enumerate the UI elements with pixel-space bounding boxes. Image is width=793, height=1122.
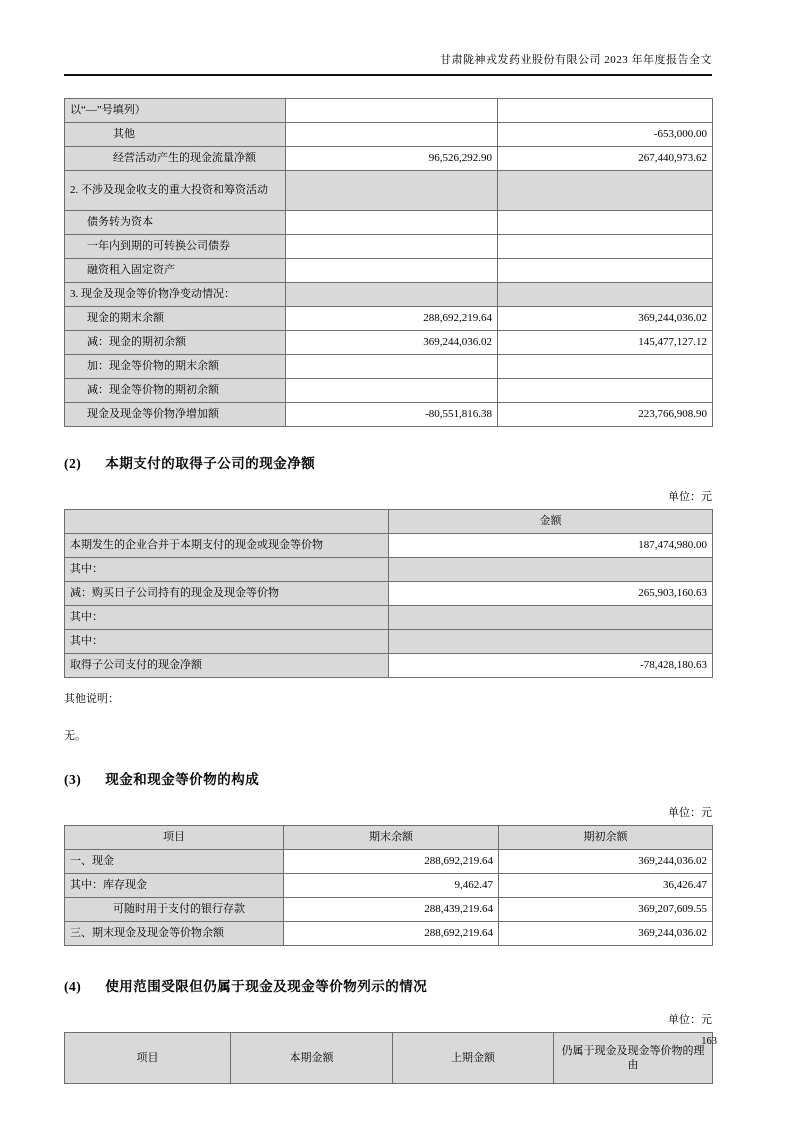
row-value	[498, 99, 713, 123]
row-value	[498, 259, 713, 283]
table-row	[65, 654, 713, 678]
table-row	[65, 630, 713, 654]
row-value: 288,439,219.64	[284, 898, 499, 922]
row-label: 经营活动产生的现金流量净额	[65, 147, 286, 171]
table-row	[65, 874, 713, 898]
row-value: 267,440,973.62	[498, 147, 713, 171]
table-row	[65, 147, 713, 171]
header-cell-reason: 仍属于现金及现金等价物的理由	[554, 1033, 713, 1084]
row-label: 本期发生的企业合并于本期支付的现金或现金等价物	[65, 534, 389, 558]
row-label: 2. 不涉及现金收支的重大投资和筹资活动	[65, 171, 286, 211]
row-label: 减：现金等价物的期初余额	[65, 379, 286, 403]
table-row	[65, 898, 713, 922]
row-label: 融资租入固定资产	[65, 259, 286, 283]
row-value	[498, 171, 713, 211]
table-row	[65, 606, 713, 630]
table-row	[65, 99, 713, 123]
row-value: -653,000.00	[498, 123, 713, 147]
row-value	[286, 283, 498, 307]
row-label: 取得子公司支付的现金净额	[65, 654, 389, 678]
section-number: (2)	[64, 456, 82, 471]
header-cell-closing: 期末余额	[284, 826, 499, 850]
table-header-row	[65, 1033, 713, 1084]
row-value: 288,692,219.64	[286, 307, 498, 331]
row-value	[286, 211, 498, 235]
section-number: (4)	[64, 979, 82, 994]
section-heading-4	[64, 975, 712, 995]
row-label: 其中：	[65, 558, 389, 582]
row-label: 以“—”号填列）	[65, 99, 286, 123]
row-value	[389, 558, 713, 582]
row-value: 36,426.47	[499, 874, 713, 898]
report-header-title: 甘肃陇神戎发药业股份有限公司 2023 年年度报告全文	[64, 0, 712, 76]
table-row	[65, 331, 713, 355]
unit-label: 单位：元	[668, 1014, 712, 1026]
row-value	[286, 355, 498, 379]
row-value: -80,551,816.38	[286, 403, 498, 427]
row-value	[389, 606, 713, 630]
row-value	[498, 235, 713, 259]
other-notes-label: 其他说明：	[64, 693, 119, 705]
row-value	[286, 123, 498, 147]
row-value: 369,207,609.55	[499, 898, 713, 922]
row-label: 加：现金等价物的期末余额	[65, 355, 286, 379]
header-cell-item: 项目	[65, 826, 284, 850]
row-label: 其中：	[65, 606, 389, 630]
row-value	[286, 379, 498, 403]
table-row	[65, 582, 713, 606]
row-value	[498, 283, 713, 307]
table-header-row	[65, 826, 713, 850]
other-notes-value: 无。	[64, 730, 86, 742]
table-row	[65, 123, 713, 147]
row-value: 145,477,127.12	[498, 331, 713, 355]
row-value: 369,244,036.02	[499, 850, 713, 874]
table-row	[65, 379, 713, 403]
section-heading-2	[64, 452, 712, 472]
row-value	[498, 211, 713, 235]
row-value	[286, 235, 498, 259]
table-row	[65, 355, 713, 379]
table-row	[65, 171, 713, 211]
page-number: 163	[701, 1036, 717, 1047]
table-row	[65, 307, 713, 331]
header-cell-prior-amount: 上期金额	[393, 1033, 554, 1084]
header-cell-item: 项目	[65, 1033, 231, 1084]
subsidiary-cash-table	[64, 509, 713, 678]
page-content	[64, 98, 712, 1084]
section-title: 使用范围受限但仍属于现金及现金等价物列示的情况	[105, 979, 428, 994]
unit-label: 单位：元	[668, 491, 712, 503]
header-cell-amount: 金额	[389, 510, 713, 534]
row-value	[498, 379, 713, 403]
row-value	[389, 630, 713, 654]
table-row	[65, 235, 713, 259]
row-value: 369,244,036.02	[498, 307, 713, 331]
section-title: 现金和现金等价物的构成	[105, 772, 260, 787]
row-value	[286, 99, 498, 123]
table-row	[65, 403, 713, 427]
row-label: 可随时用于支付的银行存款	[65, 898, 284, 922]
table-row	[65, 922, 713, 946]
table-header-row	[65, 510, 713, 534]
table-row	[65, 850, 713, 874]
row-value: 288,692,219.64	[284, 922, 499, 946]
header-cell-current-amount: 本期金额	[231, 1033, 393, 1084]
row-value	[286, 259, 498, 283]
row-value: 369,244,036.02	[286, 331, 498, 355]
row-value	[498, 355, 713, 379]
row-value	[286, 171, 498, 211]
row-label: 其中：	[65, 630, 389, 654]
section-title: 本期支付的取得子公司的现金净额	[105, 456, 316, 471]
section-number: (3)	[64, 772, 82, 787]
header-cell-empty	[65, 510, 389, 534]
unit-label: 单位：元	[668, 807, 712, 819]
row-label: 一年内到期的可转换公司债券	[65, 235, 286, 259]
section-heading-3	[64, 768, 712, 788]
row-value: 265,903,160.63	[389, 582, 713, 606]
row-label: 三、期末现金及现金等价物余额	[65, 922, 284, 946]
row-value: 9,462.47	[284, 874, 499, 898]
row-value: -78,428,180.63	[389, 654, 713, 678]
row-label: 一、现金	[65, 850, 284, 874]
cash-composition-table	[64, 825, 713, 946]
table-row	[65, 211, 713, 235]
table-row	[65, 283, 713, 307]
row-value: 288,692,219.64	[284, 850, 499, 874]
row-label: 减：现金的期初余额	[65, 331, 286, 355]
row-value: 96,526,292.90	[286, 147, 498, 171]
row-label: 其他	[65, 123, 286, 147]
row-label: 减：购买日子公司持有的现金及现金等价物	[65, 582, 389, 606]
row-label: 其中：库存现金	[65, 874, 284, 898]
restricted-cash-table	[64, 1032, 713, 1084]
row-label: 现金的期末余额	[65, 307, 286, 331]
row-value: 369,244,036.02	[499, 922, 713, 946]
cash-flow-statement-table	[64, 98, 713, 427]
row-value: 223,766,908.90	[498, 403, 713, 427]
row-label: 债务转为资本	[65, 211, 286, 235]
row-label: 现金及现金等价物净增加额	[65, 403, 286, 427]
table-row	[65, 534, 713, 558]
table-row	[65, 259, 713, 283]
header-cell-opening: 期初余额	[499, 826, 713, 850]
row-label: 3. 现金及现金等价物净变动情况：	[65, 283, 286, 307]
table-row	[65, 558, 713, 582]
row-value: 187,474,980.00	[389, 534, 713, 558]
